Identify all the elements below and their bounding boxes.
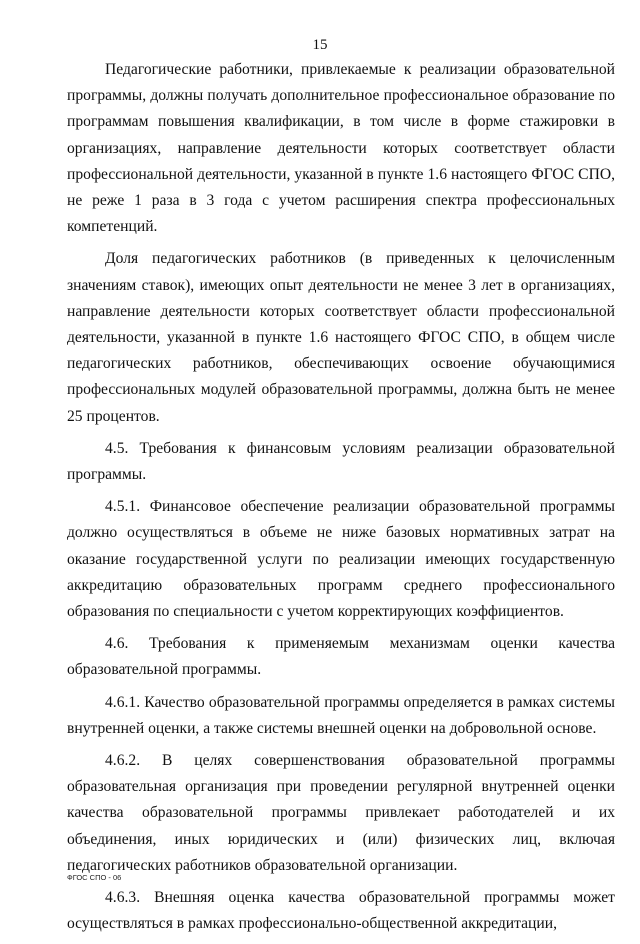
paragraph-4-6-1: 4.6.1. Качество образовательной программы определяется в рамках системы внутренней оценки, а также системы внешней оценки на добровольной основе. xyxy=(67,693,615,737)
paragraph-4-5-1: 4.5.1. Финансовое обеспечение реализации образовательной программы должно осуществляться в объеме не ниже базовых нормативных затрат на оказание государственной услуги по реализации имеющих государственную аккредитацию образовательных программ среднего профессионального образования по специальности с учетом корректирующих коэффициентов. xyxy=(67,498,615,621)
paragraph-4-6-2: 4.6.2. В целях совершенствования образовательной программы образовательная организация при проведении регулярной внутренней оценки качества образовательной программы привлекает работодателей и их объединения, иных юридических и (или) физических лиц, включая педагогических работников образовательной организации. xyxy=(67,752,615,874)
document-body xyxy=(67,57,615,944)
paragraph-teacher-share: Доля педагогических работников (в приведенных к целочисленным значениям ставок), имеющих опыт деятельности не менее 3 лет в организациях, направление деятельности которых соответствует области профессиональной деятельности, указанной в пункте 1.6 настоящего ФГОС СПО, в общем числе педагогических работников, обеспечивающих освоение обучающимися профессиональных модулей образовательной программы, должна быть не менее 25 процентов. xyxy=(67,250,615,425)
paragraph-4-5-heading: 4.5. Требования к финансовым условиям реализации образовательной программы. xyxy=(67,439,615,484)
footer-document-code: ФГОС СПО - 06 xyxy=(67,873,122,882)
paragraph-4-6-heading: 4.6. Требования к применяемым механизмам оценки качества образовательной программы. xyxy=(67,635,615,679)
paragraph-4-6-3: 4.6.3. Внешняя оценка качества образовательной программы может осуществляться в рамках профессионально-общественной аккредитации, xyxy=(67,889,615,933)
paragraph-teacher-training: Педагогические работники, привлекаемые к реализации образовательной программы, должны получать дополнительное профессиональное образование по программам повышения квалификации, в том числе в форме стажировки в организациях, направление деятельности которых соответствует области профессиональной деятельности, указанной в пункте 1.6 настоящего ФГОС СПО, не реже 1 раза в 3 года с учетом расширения спектра профессиональных компетенций. xyxy=(67,61,615,236)
page-number: 15 xyxy=(312,37,328,53)
